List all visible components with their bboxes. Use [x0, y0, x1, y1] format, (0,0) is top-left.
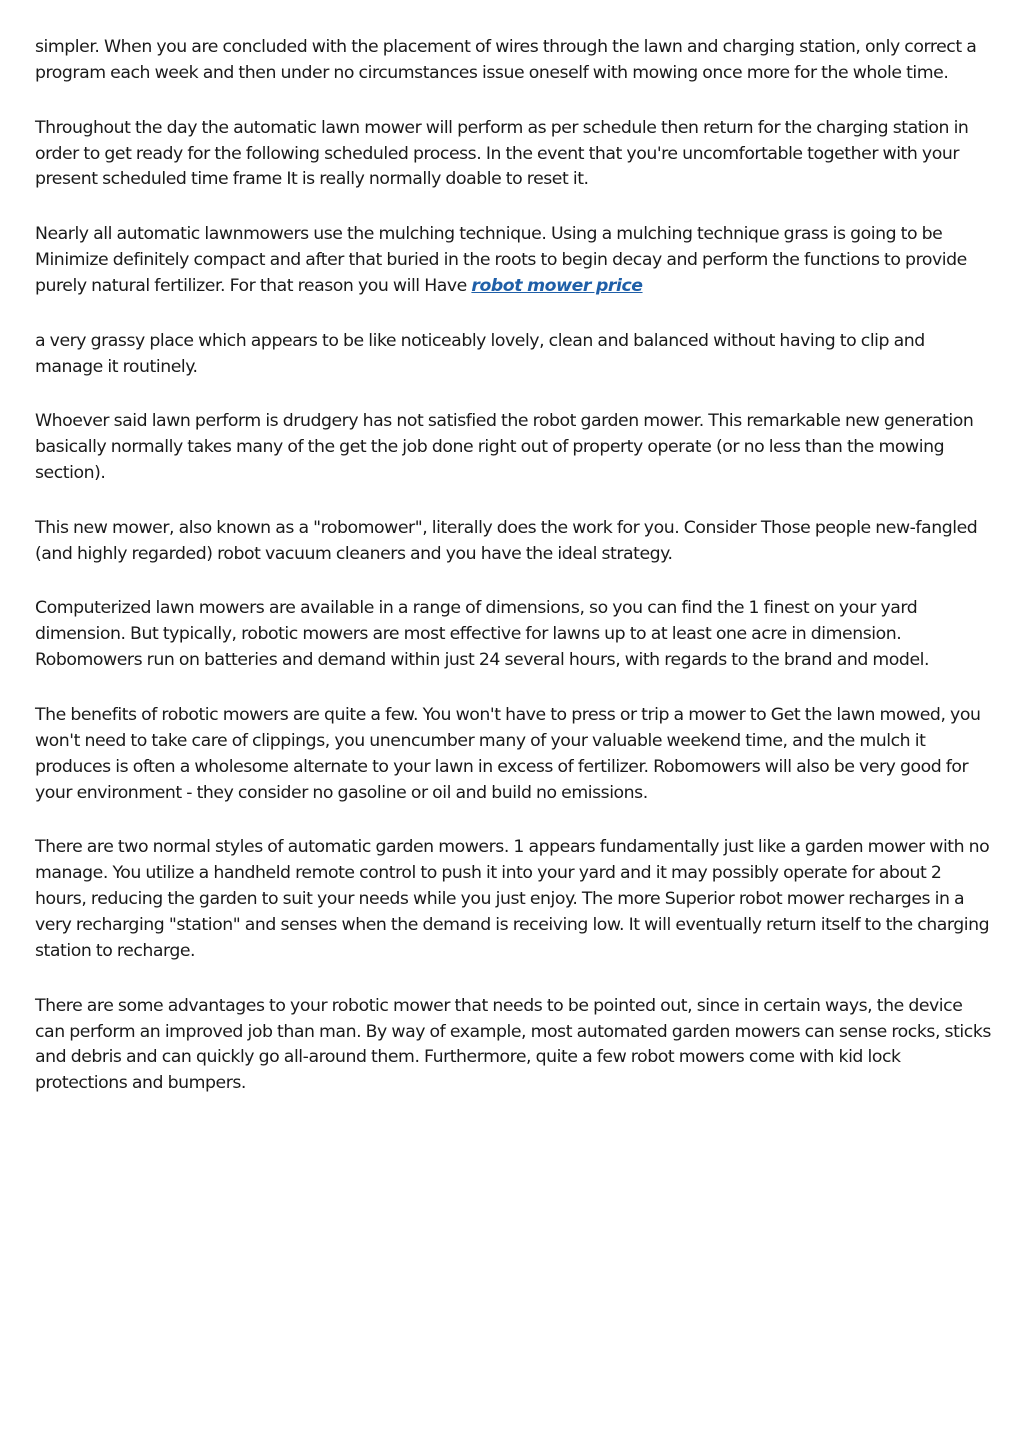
paragraph-advantages — [35, 994, 993, 1098]
paragraph-text: This new mower, also known as a "robomower", literally does the work for you. Consider Those people new-fangled (and highly regarded) robot vacuum cleaners and you have the ideal strategy. — [35, 517, 978, 564]
paragraph-text: Computerized lawn mowers are available in a range of dimensions, so you can find the 1 finest on your yard dimension. But typically, robotic mowers are most effective for lawns up to at least one acre in dimension. Robomowers run on batteries and demand within just 24 several hours, with regards to the brand and model. — [35, 598, 930, 671]
paragraph-benefits — [35, 703, 993, 807]
robot-mower-price-link[interactable]: robot mower price — [471, 275, 643, 296]
paragraph-mulching — [35, 222, 993, 300]
paragraph-drudgery — [35, 409, 993, 487]
paragraph-grassy-place — [35, 329, 993, 381]
paragraph-dimensions — [35, 596, 993, 674]
paragraph-robomower — [35, 516, 993, 568]
paragraph-text: simpler. When you are concluded with the placement of wires through the lawn and charging station, only correct a program each week and then under no circumstances issue oneself with mowing once more for the whole time. — [35, 37, 977, 83]
paragraph-text: Throughout the day the automatic lawn mower will perform as per schedule then return for the charging station in order to get ready for the following scheduled process. In the event that you're uncomfortable together with your present scheduled time frame It is really normally doable to reset it. — [35, 117, 969, 190]
paragraph-schedule — [35, 116, 993, 194]
paragraph-text: Whoever said lawn perform is drudgery has not satisfied the robot garden mower. This remarkable new generation basically normally takes many of the get the job done right out of property operate (or no less than the mowing section). — [35, 411, 974, 484]
paragraph-text: a very grassy place which appears to be like noticeably lovely, clean and balanced without having to clip and manage it routinely. — [35, 330, 925, 377]
document-body — [35, 35, 993, 1126]
paragraph-text: There are some advantages to your robotic mower that needs to be pointed out, since in certain ways, the device can perform an improved job than man. By way of example, most automated garden mowers can sense rocks, sticks and debris and can quickly go all-around them. Furthermore, quite a few robot mowers come with kid lock protections and bumpers. — [35, 995, 991, 1094]
paragraph-text: There are two normal styles of automatic garden mowers. 1 appears fundamentally just like a garden mower with no manage. You utilize a handheld remote control to push it into your yard and it may possibly operate for about 2 hours, reducing the garden to suit your needs while you just enjoy. The more Superior robot mower recharges in a very recharging "station" and senses when the demand is receiving low. It will eventually return itself to the charging station to recharge. — [35, 837, 990, 961]
paragraph-styles — [35, 835, 993, 965]
paragraph-text: The benefits of robotic mowers are quite a few. You won't have to press or trip a mower to Get the lawn mowed, you won't need to take care of clippings, you unencumber many of your valuable weekend time, and the mulch it produces is often a wholesome alternate to your lawn in excess of fertilizer. Robomowers will also be very good for your environment - they consider no gasoline or oil and build no emissions. — [35, 704, 981, 803]
paragraph-text: Nearly all automatic lawnmowers use the mulching technique. Using a mulching technique grass is going to be Minimize definitely compact and after that buried in the roots to begin decay and perform the functions to provide purely natural fertilizer. For that reason you will Have — [35, 224, 967, 296]
paragraph-wire-placement — [35, 35, 993, 87]
